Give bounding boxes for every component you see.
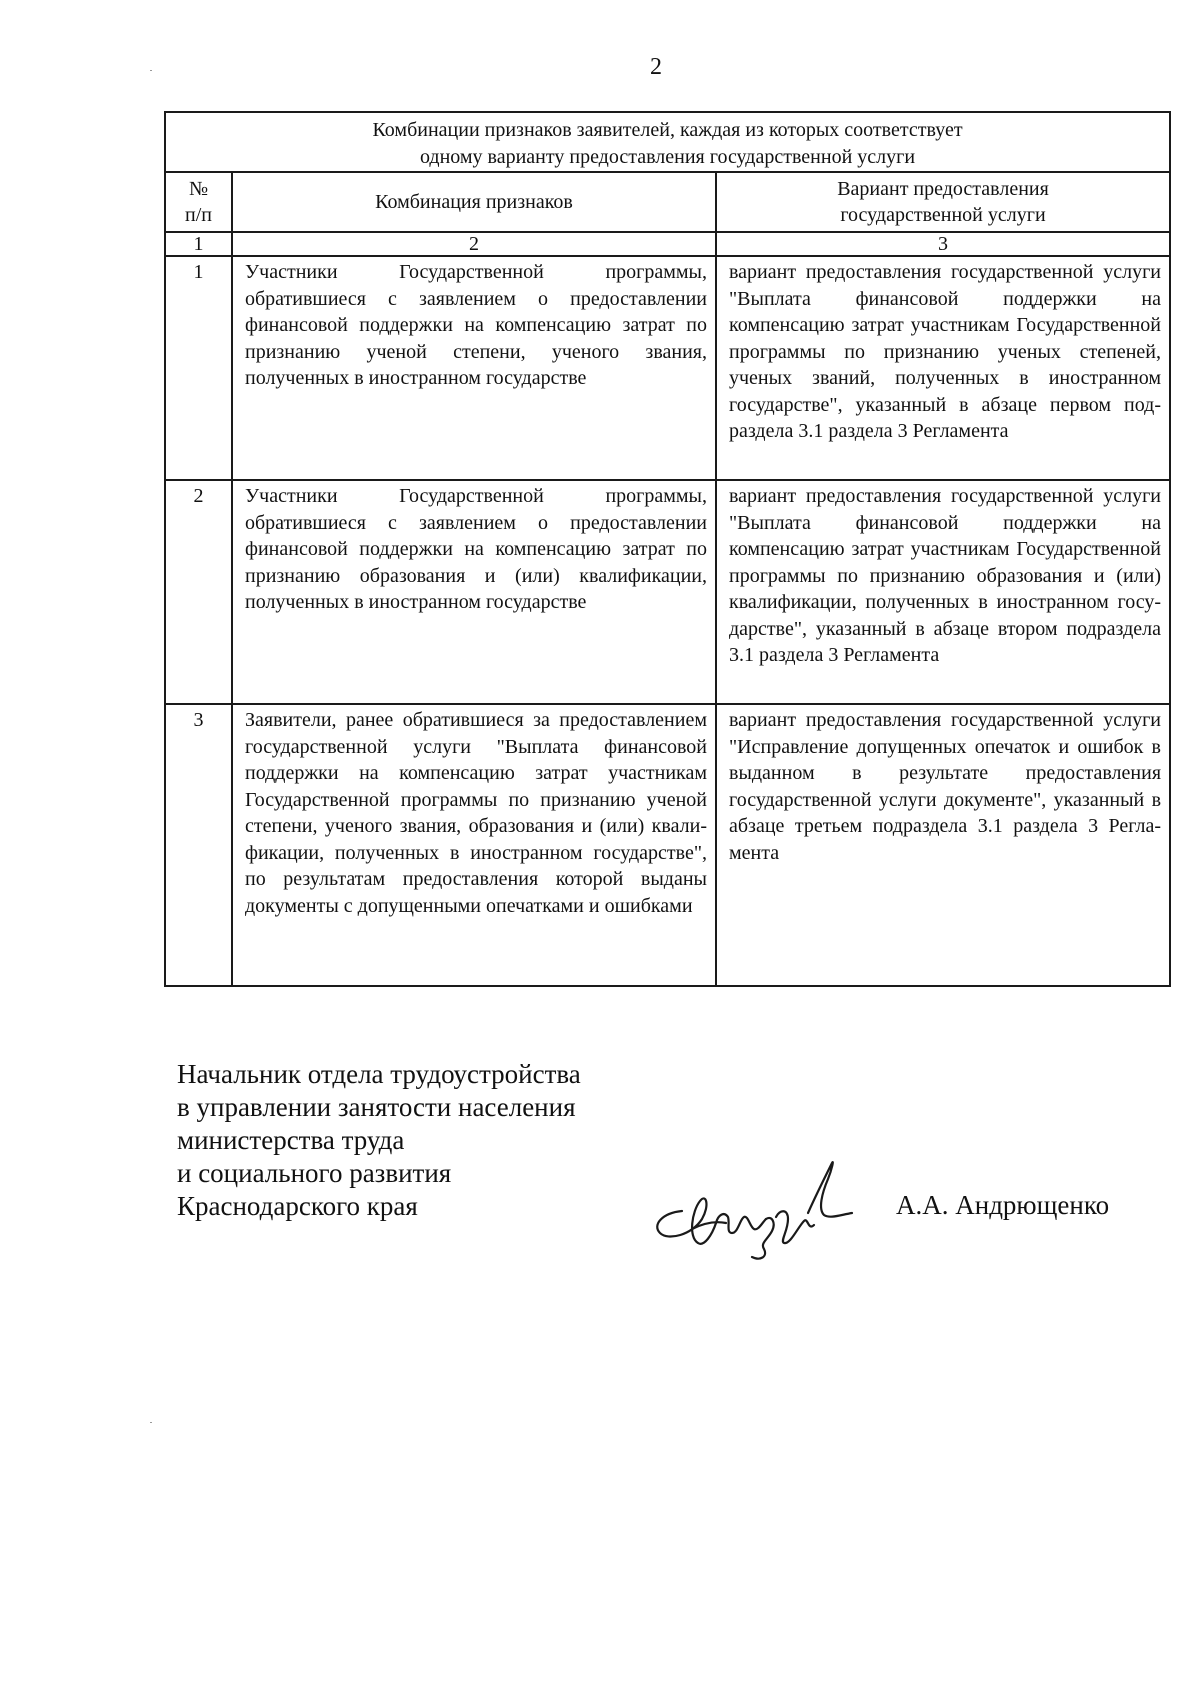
table-caption-line: Комбинации признаков заявителей, каждая из которых соответствует xyxy=(372,119,963,141)
row-variant: вариант предоставления государственной услуги "Выплата финансовой поддержки на компенсацию затрат участникам Государственной программы по признанию ученых степеней, ученых званий, полученных в иностранном государстве", указанный в абзаце первом подраздела 3.1 раздела 3 Регламента xyxy=(716,256,1170,480)
column-index: 1 xyxy=(165,232,232,256)
table-row xyxy=(165,480,1170,704)
row-number: 3 xyxy=(165,704,232,986)
row-variant: вариант предоставления государственной услуги "Исправление допущенных опечаток и ошибок в выданном в результате предоставления государственной услуги документе", указанный в абзаце третьем подраздела 3.1 раздела 3 Регламента xyxy=(716,704,1170,986)
column-index: 2 xyxy=(232,232,716,256)
table-row xyxy=(165,704,1170,986)
row-number: 1 xyxy=(165,256,232,480)
header-variant-line: Вариант предоставления xyxy=(837,178,1049,200)
header-variant-line: государственной услуги xyxy=(840,204,1046,226)
row-number: 2 xyxy=(165,480,232,704)
header-combination: Комбинация признаков xyxy=(232,172,716,232)
column-index-row xyxy=(165,232,1170,256)
position-line: в управлении занятости населения xyxy=(177,1092,576,1122)
position-line: Начальник отдела трудоустройства xyxy=(177,1059,581,1089)
header-number-line: п/п xyxy=(185,204,212,226)
row-combination: Заявители, ранее обратившиеся за предоставлением государственной услуги "Выплата финансовой поддержки на компенсацию затрат участникам Государственной программы по признанию ученой степени, ученого звания, образования и (или) квалификации, полученных в иностранном государстве", по результатам предоставления которой выданы документы с допущенными опечатками и ошибками xyxy=(232,704,716,986)
scan-speck xyxy=(150,1422,152,1423)
position-line: Краснодарского края xyxy=(177,1191,418,1221)
row-combination: Участники Государственной программы, обратившиеся с заявлением о предоставлении финансовой поддержки на компенсацию затрат по признанию ученой степени, ученого звания, полученных в иностранном государстве xyxy=(232,256,716,480)
position-line: и социального развития xyxy=(177,1158,452,1188)
header-number xyxy=(165,172,232,232)
table-caption-row xyxy=(165,112,1170,172)
row-combination: Участники Государственной программы, обратившиеся с заявлением о предоставлении финансовой поддержки на компенсацию затрат по признанию образования и (или) квалификации, полученных в иностранном государстве xyxy=(232,480,716,704)
header-number-line: № xyxy=(188,178,209,200)
header-variant xyxy=(716,172,1170,232)
scan-speck xyxy=(150,70,152,71)
table-caption-line: одному варианту предоставления государственной услуги xyxy=(419,146,916,168)
table-header-row xyxy=(165,172,1170,232)
signer-name: А.А. Андрющенко xyxy=(896,1190,1110,1220)
table-caption xyxy=(165,112,1170,172)
variants-table xyxy=(164,111,1171,987)
position-line: министерства труда xyxy=(177,1125,405,1155)
page-number: 2 xyxy=(650,54,662,80)
signatory-position xyxy=(177,1058,581,1223)
table-row xyxy=(165,256,1170,480)
column-index: 3 xyxy=(716,232,1170,256)
handwritten-signature xyxy=(648,1153,858,1263)
row-variant: вариант предоставления государственной услуги "Выплата финансовой поддержки на компенсацию затрат участникам Государственной программы по признанию образования и (или) квалификации, полученных в иностранном государстве", указанный в абзаце втором подраздела 3.1 раздела 3 Регламента xyxy=(716,480,1170,704)
